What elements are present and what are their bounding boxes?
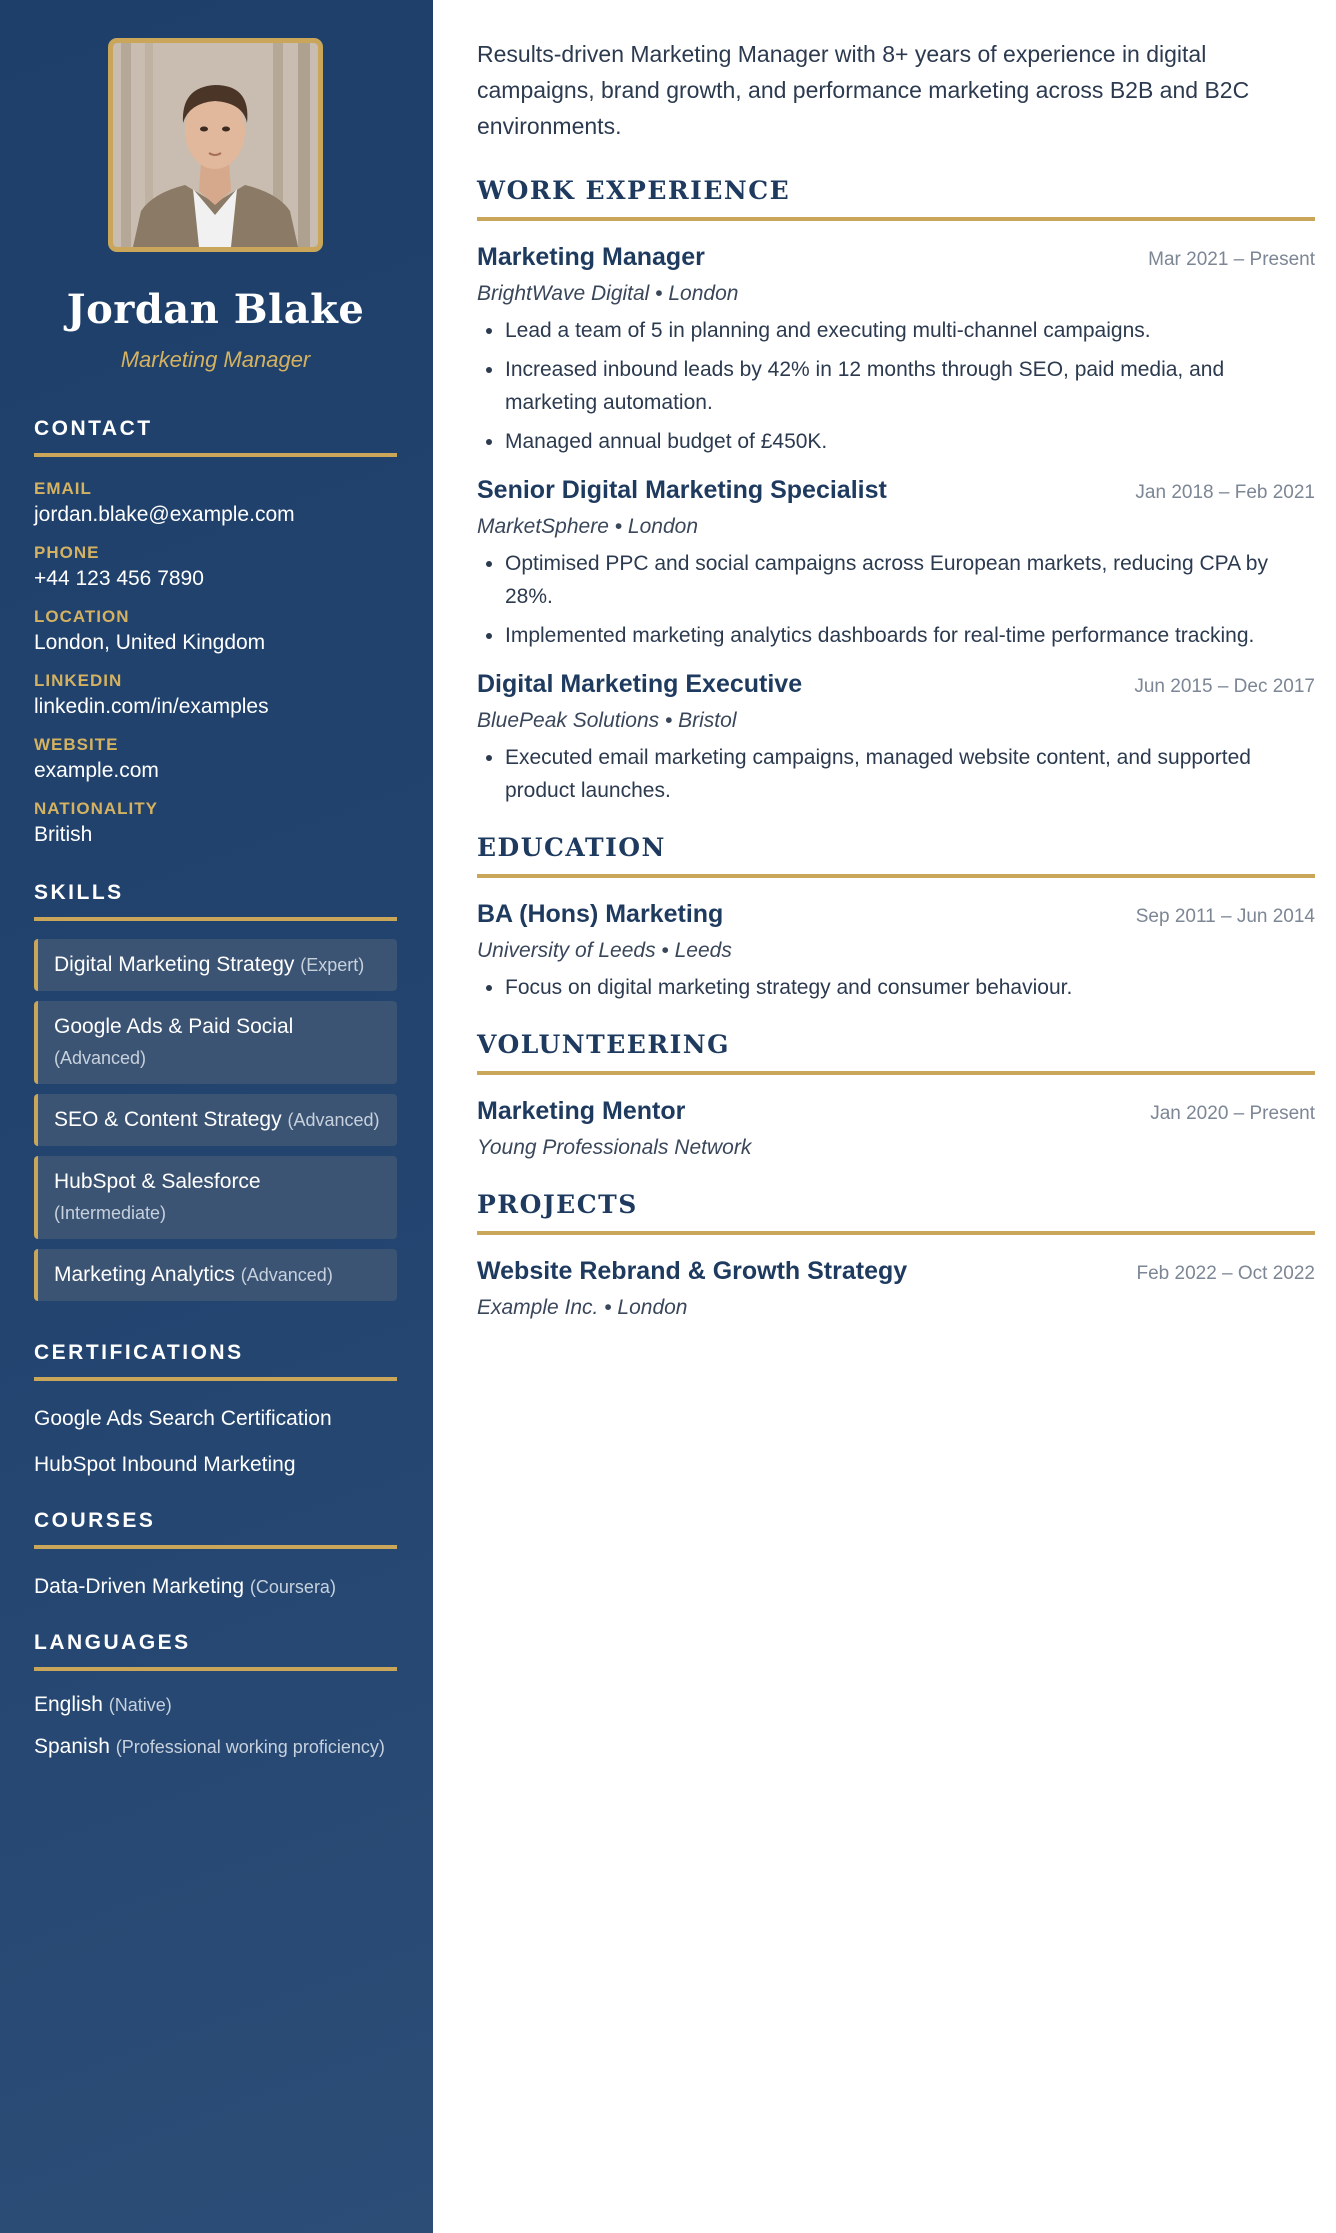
education-heading: EDUCATION (477, 833, 1315, 878)
contact-email (34, 479, 397, 527)
contact-heading: CONTACT (34, 417, 397, 457)
contact-linkedin (34, 671, 397, 719)
achievement-list (477, 314, 1315, 458)
contact-nationality (34, 799, 397, 847)
main-content (433, 0, 1336, 2233)
certification-list (34, 1405, 397, 1479)
education-section (477, 833, 1315, 1004)
language-list (34, 1689, 397, 1763)
profile-summary: Results-driven Marketing Manager with 8+ years of experience in digital campaigns, brand growth, and performance marketing across B2B and B2C environments. (477, 41, 1250, 139)
achievement-item: • Lead a team of 5 in planning and executing multi-channel campaigns. (505, 314, 1315, 347)
role-title: Marketing Mentor (477, 1097, 686, 1125)
project-organization: Example Inc. • London (477, 1296, 688, 1319)
project-dates: Feb 2022 – Oct 2022 (1136, 1263, 1315, 1284)
education-entry (477, 900, 1315, 1004)
projects-section (477, 1190, 1315, 1320)
entry-header (477, 900, 1315, 929)
company: MarketSphere • London (477, 515, 698, 538)
certification-item: HubSpot Inbound Marketing (34, 1453, 296, 1476)
degree-title: BA (Hons) Marketing (477, 900, 724, 928)
company: BrightWave Digital • London (477, 282, 739, 305)
education-dates: Sep 2011 – Jun 2014 (1135, 906, 1315, 927)
candidate-title: Marketing Manager (120, 347, 311, 372)
education-detail-item: • Focus on digital marketing strategy and consumer behaviour. (505, 971, 1315, 1004)
skill-name: Digital Marketing Strategy (54, 953, 295, 976)
website-link[interactable]: example.com (34, 759, 159, 782)
skill-name: SEO & Content Strategy (54, 1108, 282, 1131)
contact-section (34, 417, 397, 847)
volunteering-section (477, 1030, 1315, 1160)
contact-label: NATIONALITY (34, 799, 159, 818)
skill-level: (Intermediate) (54, 1203, 167, 1223)
language-level: (Native) (108, 1695, 172, 1715)
skill-level: (Advanced) (240, 1265, 333, 1285)
linkedin-link[interactable]: linkedin.com/in/examples (34, 695, 269, 718)
language-item (34, 1731, 397, 1763)
skill-item (34, 1094, 397, 1146)
contact-label: LINKEDIN (34, 671, 123, 690)
language-level: (Professional working proficiency) (115, 1737, 385, 1757)
course-provider: (Coursera) (249, 1577, 336, 1597)
course-item (34, 1573, 397, 1601)
achievement-item: • Increased inbound leads by 42% in 12 months through SEO, paid media, and marketing automation. (505, 353, 1315, 419)
profile-photo (108, 38, 323, 252)
email-value[interactable]: jordan.blake@example.com (34, 503, 295, 526)
course-list (34, 1573, 397, 1601)
entry-header (477, 1257, 1315, 1286)
work-experience-heading: WORK EXPERIENCE (477, 176, 1315, 221)
language-name: English (34, 1693, 103, 1716)
volunteering-entry (477, 1097, 1315, 1160)
achievement-item: • Implemented marketing analytics dashboards for real-time performance tracking. (505, 619, 1315, 652)
skill-level: (Advanced) (287, 1110, 380, 1130)
projects-heading: PROJECTS (477, 1190, 1315, 1235)
contact-website (34, 735, 397, 783)
certifications-heading: CERTIFICATIONS (34, 1341, 397, 1381)
contact-label: WEBSITE (34, 735, 119, 754)
entry-header (477, 1097, 1315, 1126)
profile-photo-portrait (113, 43, 318, 247)
nationality-value: British (34, 823, 93, 846)
skill-item (34, 1001, 397, 1084)
languages-section (34, 1631, 397, 1763)
education-details (477, 971, 1315, 1004)
company: BluePeak Solutions • Bristol (477, 709, 737, 732)
phone-value[interactable]: +44 123 456 7890 (34, 567, 204, 590)
achievement-item: • Executed email marketing campaigns, managed website content, and supported product launches. (505, 741, 1315, 807)
experience-entry (477, 670, 1315, 807)
work-experience-section (477, 176, 1315, 807)
skills-heading: SKILLS (34, 881, 397, 921)
job-title: Senior Digital Marketing Specialist (477, 476, 887, 504)
courses-section (34, 1509, 397, 1601)
project-entry (477, 1257, 1315, 1320)
job-dates: Jan 2018 – Feb 2021 (1135, 482, 1315, 503)
contact-phone (34, 543, 397, 591)
entry-header (477, 476, 1315, 505)
volunteering-heading: VOLUNTEERING (477, 1030, 1315, 1075)
sidebar (0, 0, 433, 2233)
entry-header (477, 243, 1315, 272)
entry-header (477, 670, 1315, 699)
contact-label: PHONE (34, 543, 100, 562)
contact-list (34, 479, 397, 847)
skill-name: Google Ads & Paid Social (54, 1015, 294, 1038)
job-dates: Jun 2015 – Dec 2017 (1134, 676, 1315, 697)
achievement-list (477, 547, 1315, 652)
skill-level: (Advanced) (54, 1048, 147, 1068)
role-dates: Jan 2020 – Present (1150, 1103, 1315, 1124)
project-title: Website Rebrand & Growth Strategy (477, 1257, 908, 1285)
skill-name: HubSpot & Salesforce (54, 1170, 261, 1193)
candidate-name: Jordan Blake (66, 286, 365, 333)
certification-item: Google Ads Search Certification (34, 1407, 332, 1430)
photo-wrap (34, 38, 397, 252)
organization: Young Professionals Network (477, 1136, 752, 1159)
experience-entry (477, 243, 1315, 458)
skill-list (34, 939, 397, 1301)
job-title: Digital Marketing Executive (477, 670, 803, 698)
contact-label: LOCATION (34, 607, 130, 626)
contact-label: EMAIL (34, 479, 92, 498)
courses-heading: COURSES (34, 1509, 397, 1549)
institution: University of Leeds • Leeds (477, 939, 732, 962)
job-dates: Mar 2021 – Present (1148, 249, 1315, 270)
language-name: Spanish (34, 1735, 110, 1758)
job-title: Marketing Manager (477, 243, 705, 271)
experience-entry (477, 476, 1315, 652)
skill-item (34, 939, 397, 991)
certifications-section (34, 1341, 397, 1479)
skills-section (34, 881, 397, 1301)
language-item (34, 1689, 397, 1721)
achievement-item: • Optimised PPC and social campaigns across European markets, reducing CPA by 28%. (505, 547, 1315, 613)
skill-item (34, 1156, 397, 1239)
skill-name: Marketing Analytics (54, 1263, 235, 1286)
skill-level: (Expert) (300, 955, 365, 975)
achievement-item: • Managed annual budget of £450K. (505, 425, 1315, 458)
achievement-list (477, 741, 1315, 807)
course-name: Data-Driven Marketing (34, 1575, 245, 1598)
languages-heading: LANGUAGES (34, 1631, 397, 1671)
location-value: London, United Kingdom (34, 631, 266, 654)
contact-location (34, 607, 397, 655)
skill-item (34, 1249, 397, 1301)
